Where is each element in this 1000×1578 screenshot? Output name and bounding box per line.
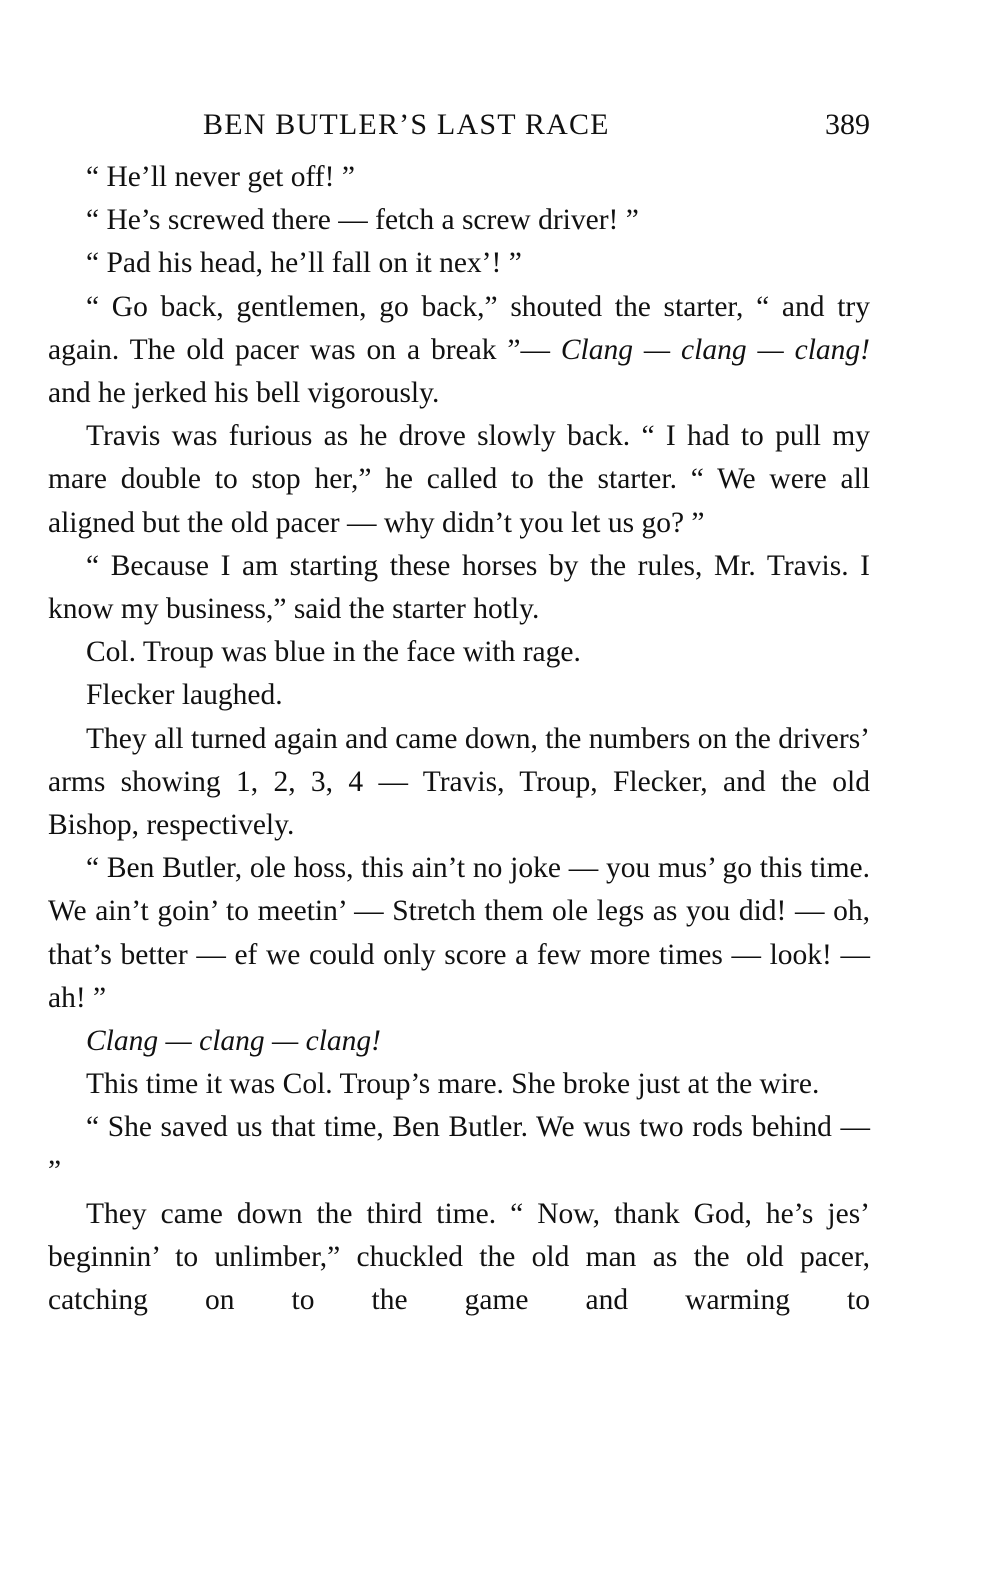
page-header — [48, 108, 870, 150]
paragraph-3: “ Pad his head, he’ll fall on it nex’! ” — [86, 247, 522, 280]
paragraph-6: “ Because I am starting these horses by the rules, Mr. Travis. I know my business,” said the starter hotly. — [48, 549, 870, 626]
paragraph-8: Flecker laughed. — [86, 679, 283, 712]
italic-phrase: Clang — clang — clang! — [560, 333, 870, 366]
paragraph-1: “ He’ll never get off! ” — [86, 161, 355, 193]
paragraph-14: They came down the third time. “ Now, thank God, he’s jes’ beginnin’ to unlimber,” chuckled the old man as the old pacer, catching on to the game and warming to — [48, 1197, 870, 1317]
running-head: BEN BUTLER’S LAST RACE — [203, 108, 610, 141]
paragraph-12: This time it was Col. Troup’s mare. She broke just at the wire. — [86, 1068, 820, 1101]
paragraph-13: “ She saved us that time, Ben Butler. We wus two rods behind — ” — [48, 1111, 870, 1187]
page-body — [48, 156, 870, 1322]
paragraph-10: “ Ben Butler, ole hoss, this ain’t no joke — you mus’ go this time. We ain’t goin’ to meetin’ — Stretch them ole legs as you did! — oh, that’s better — ef we could only score a few more times — look! — ah! ” — [48, 852, 870, 1014]
paragraph-2: “ He’s screwed there — fetch a screw driver! ” — [86, 204, 639, 237]
paragraph-4: “ Go back, gentlemen, go back,” shouted the starter, “ and try again. The old pacer was on a break ”— Clang — clang — clang! and he jerked his bell vigorously. — [48, 290, 870, 410]
paragraph-9: They all turned again and came down, the numbers on the drivers’ arms showing 1, 2, 3, 4 — Travis, Troup, Flecker, and the old Bishop, respectively. — [48, 722, 870, 842]
paragraph-11: Clang — clang — clang! — [86, 1025, 381, 1058]
page-number: 389 — [825, 108, 870, 141]
paragraph-5: Travis was furious as he drove slowly back. “ I had to pull my mare double to stop her,” he called to the starter. “ We were all aligned but the old pacer — why didn’t you let us go? ” — [48, 420, 870, 539]
book-page — [48, 108, 870, 1322]
paragraph-7: Col. Troup was blue in the face with rage. — [86, 636, 581, 669]
